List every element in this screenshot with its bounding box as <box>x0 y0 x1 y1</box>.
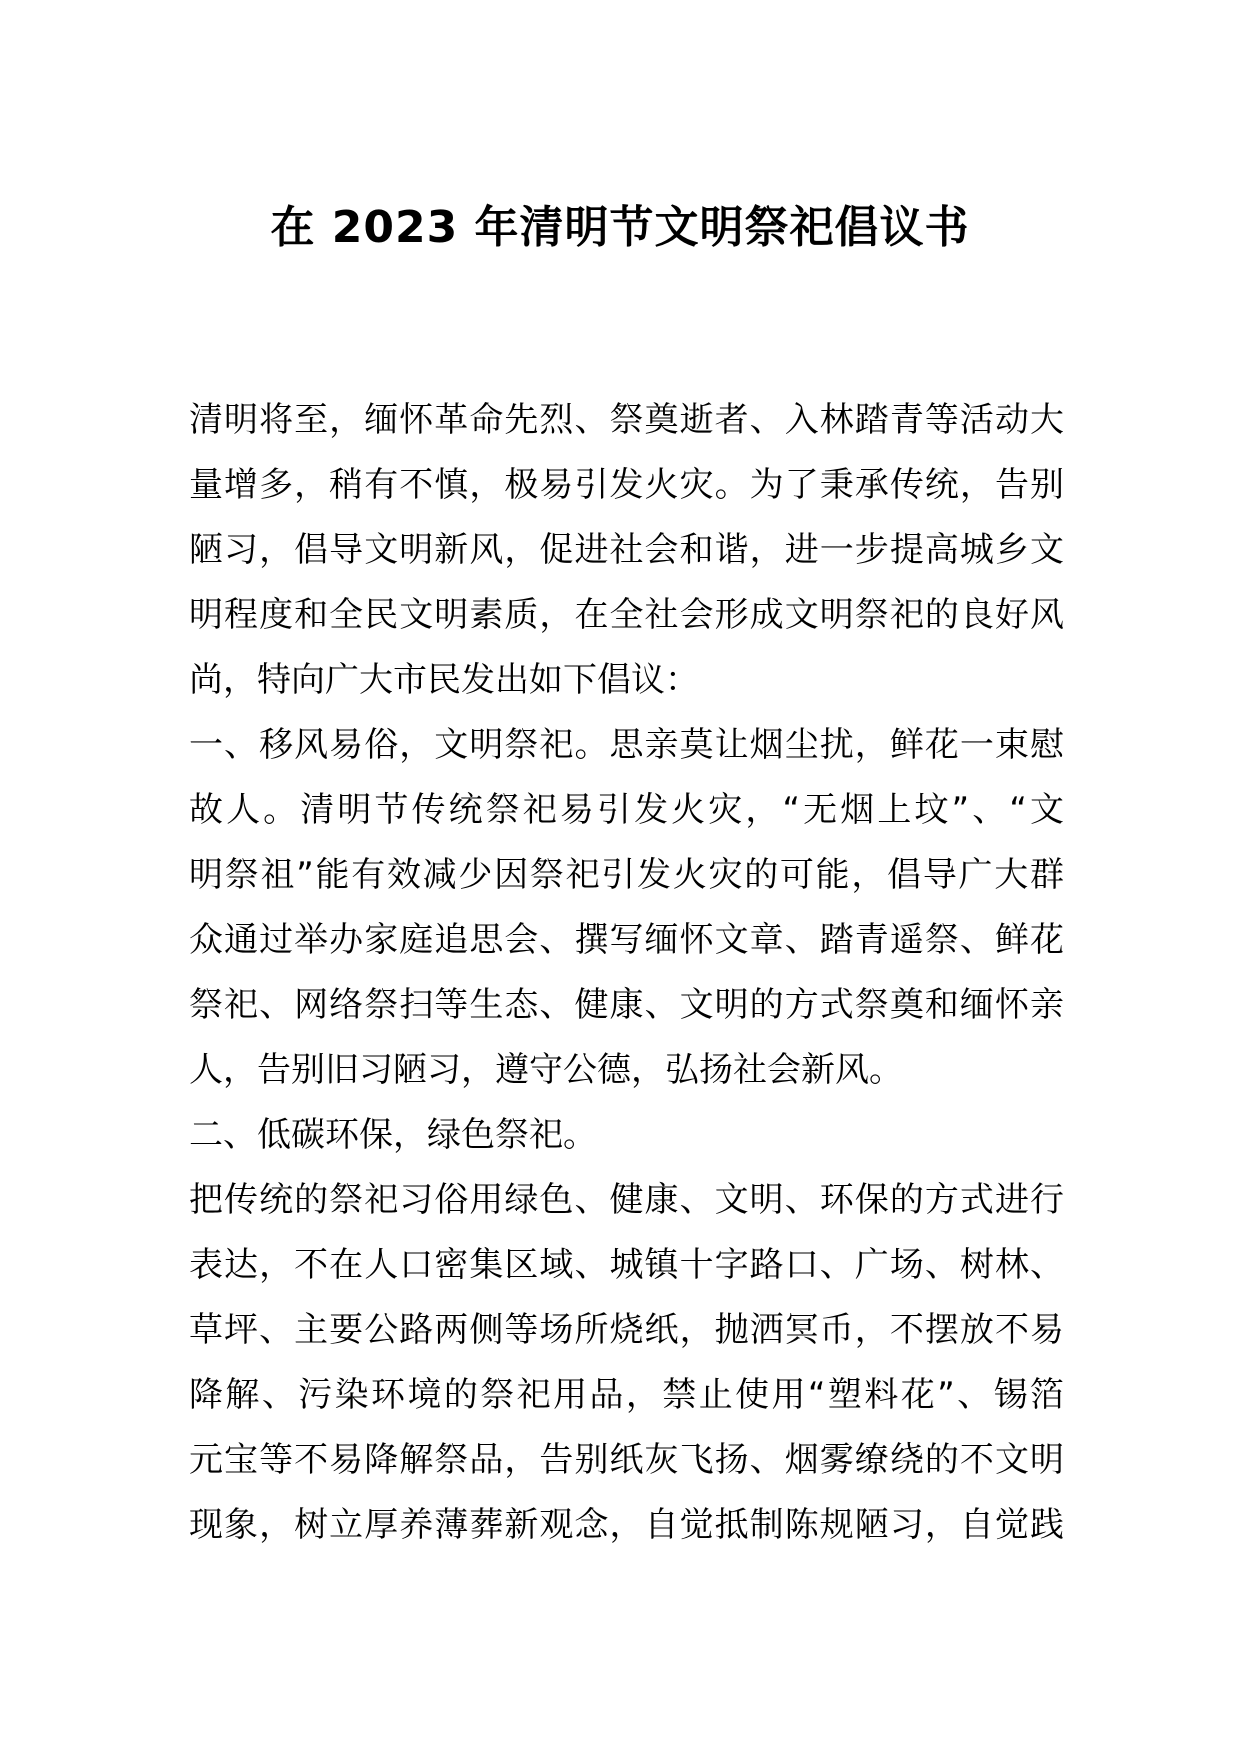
body-line: 故人。清明节传统祭祀易引发火灾，“无烟上坟”、“文 <box>189 790 1064 830</box>
body-line: 明程度和全民文明素质，在全社会形成文明祭祀的良好风 <box>189 595 1064 635</box>
section-heading: 二、低碳环保，绿色祭祀。 <box>189 1115 597 1155</box>
body-line: 尚，特向广大市民发出如下倡议： <box>189 660 699 700</box>
body-line: 把传统的祭祀习俗用绿色、健康、文明、环保的方式进行 <box>189 1180 1064 1220</box>
body-line: 清明将至，缅怀革命先烈、祭奠逝者、入林踏青等活动大 <box>189 400 1064 440</box>
body-line: 人，告别旧习陋习，遵守公德，弘扬社会新风。 <box>189 1050 903 1090</box>
document-title: 在 2023 年清明节文明祭祀倡议书 <box>270 202 970 253</box>
body-line: 一、移风易俗，文明祭祀。思亲莫让烟尘扰，鲜花一束慰 <box>189 725 1064 765</box>
body-line: 降解、污染环境的祭祀用品，禁止使用“塑料花”、锡箔 <box>189 1375 1064 1415</box>
body-line: 明祭祖”能有效减少因祭祀引发火灾的可能，倡导广大群 <box>189 855 1064 895</box>
body-line: 陋习，倡导文明新风，促进社会和谐，进一步提高城乡文 <box>189 530 1064 570</box>
body-line: 众通过举办家庭追思会、撰写缅怀文章、踏青遥祭、鲜花 <box>189 920 1064 960</box>
body-line: 元宝等不易降解祭品，告别纸灰飞扬、烟雾缭绕的不文明 <box>189 1440 1064 1480</box>
body-line: 现象，树立厚养薄葬新观念，自觉抵制陈规陋习，自觉践 <box>189 1505 1064 1545</box>
body-line: 祭祀、网络祭扫等生态、健康、文明的方式祭奠和缅怀亲 <box>189 985 1064 1025</box>
body-line: 量增多，稍有不慎，极易引发火灾。为了秉承传统，告别 <box>189 465 1064 505</box>
body-line: 表达，不在人口密集区域、城镇十字路口、广场、树林、 <box>189 1245 1064 1285</box>
document-body <box>189 388 1064 1558</box>
body-line: 草坪、主要公路两侧等场所烧纸，抛洒冥币，不摆放不易 <box>189 1310 1064 1350</box>
